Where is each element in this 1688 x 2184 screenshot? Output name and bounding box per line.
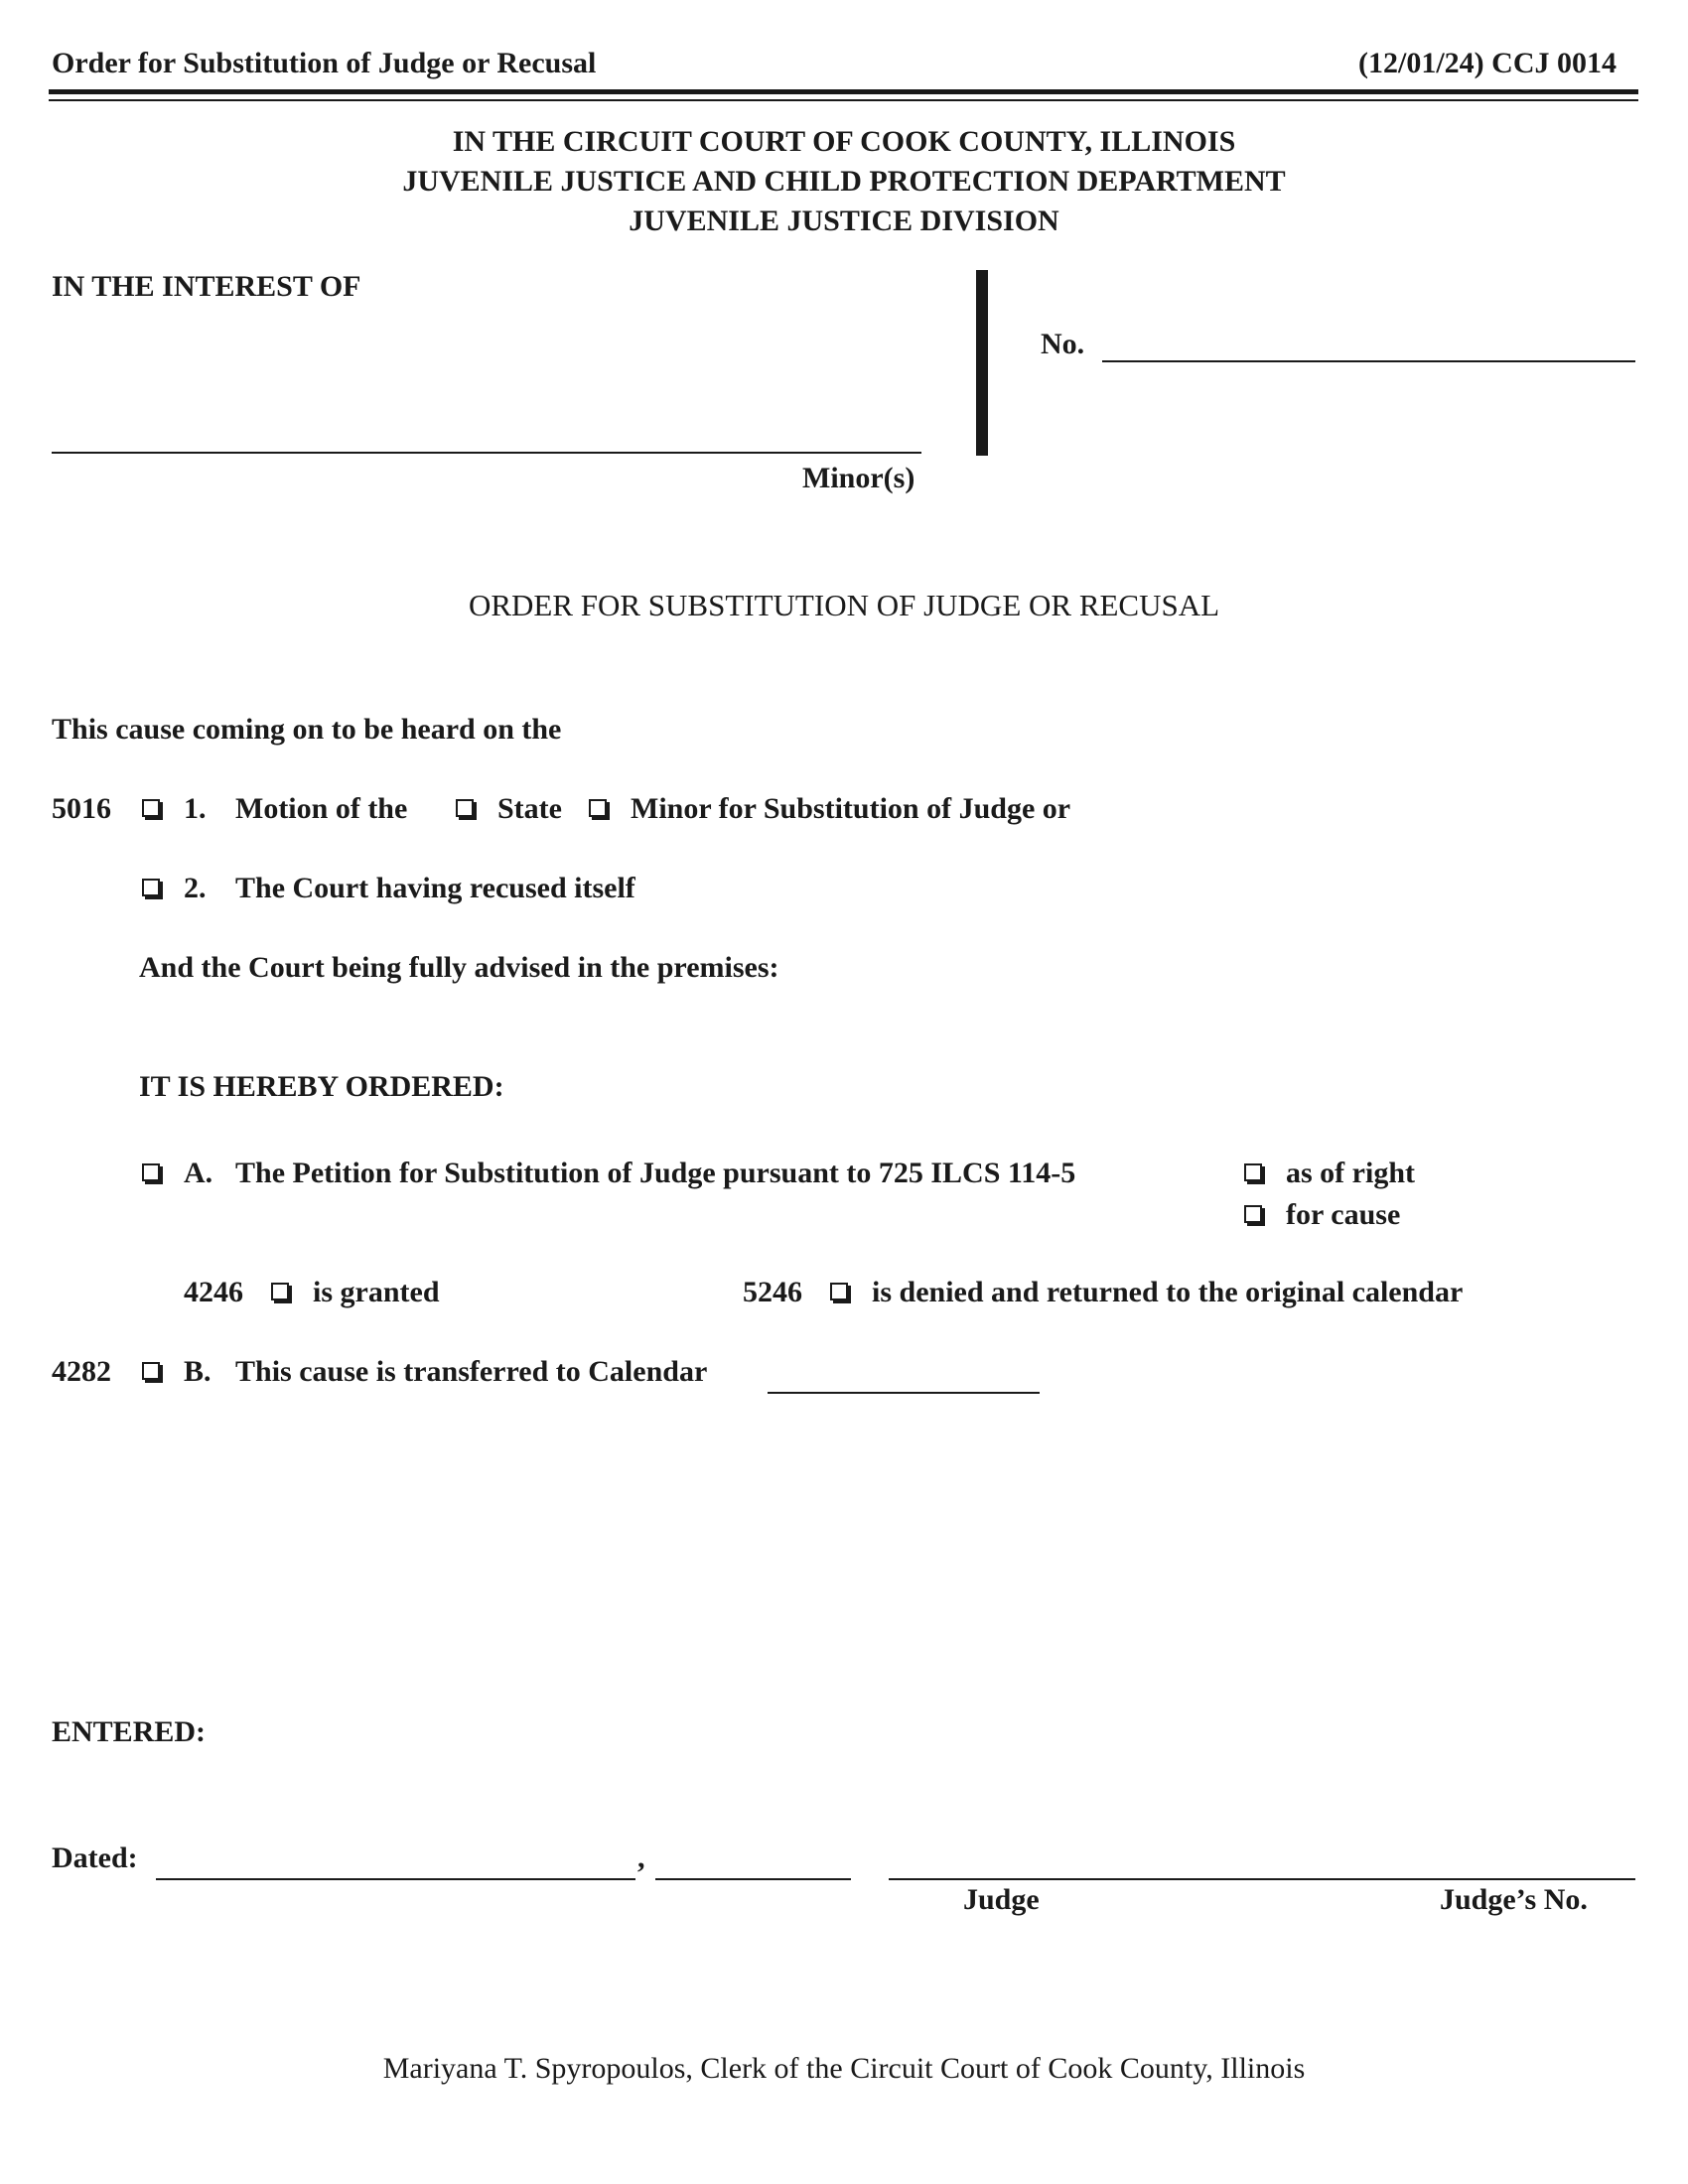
minor-label: Minor(s) [802,462,915,494]
item2-checkbox[interactable] [142,879,160,896]
intro-text: This cause coming on to be heard on the [52,713,562,746]
item1-checkbox[interactable] [142,799,160,817]
minor-name-field[interactable] [52,397,921,454]
dated-label: Dated: [52,1842,138,1874]
entered-label: ENTERED: [52,1715,207,1748]
judge-signature-field[interactable] [889,1837,1635,1880]
denied-code: 5246 [743,1276,802,1308]
advised-text: And the Court being fully advised in the premises: [139,951,779,984]
state-label: State [497,792,562,825]
header-rule-thick [49,89,1638,94]
itemB-letter: B. [184,1355,211,1388]
for-cause-checkbox[interactable] [1244,1205,1262,1223]
judge-label: Judge [963,1883,1040,1916]
form-code: (12/01/24) CCJ 0014 [1358,47,1617,79]
granted-text: is granted [313,1276,440,1308]
header-rule-thin [49,99,1638,101]
court-department: JUVENILE JUSTICE AND CHILD PROTECTION DEPARTMENT [402,165,1286,198]
form-title: Order for Substitution of Judge or Recusal [52,47,597,79]
minor-substitution-text: Minor for Substitution of Judge or [631,792,1071,825]
minor-checkbox[interactable] [589,799,607,817]
date-field[interactable] [156,1837,635,1880]
as-of-right-checkbox[interactable] [1244,1163,1262,1181]
for-cause-label: for cause [1286,1198,1401,1231]
itemB-code: 4282 [52,1355,111,1388]
itemB-text: This cause is transferred to Calendar [235,1355,708,1388]
date-comma: , [637,1842,645,1874]
clerk-footer: Mariyana T. Spyropoulos, Clerk of the Circuit Court of Cook County, Illinois [382,2052,1306,2085]
judge-number-label: Judge’s No. [1440,1883,1588,1916]
case-number-label: No. [1041,328,1085,360]
granted-code: 4246 [184,1276,243,1308]
calendar-field[interactable] [768,1350,1040,1394]
year-field[interactable] [655,1837,851,1880]
itemA-letter: A. [184,1157,213,1189]
as-of-right-label: as of right [1286,1157,1415,1189]
order-title: ORDER FOR SUBSTITUTION OF JUDGE OR RECUSAL [468,588,1220,622]
itemA-checkbox[interactable] [142,1163,160,1181]
item1-number: 1. [184,792,207,825]
item1-code: 5016 [52,792,111,825]
court-name: IN THE CIRCUIT COURT OF COOK COUNTY, ILLINOIS [452,125,1236,158]
case-number-field[interactable] [1102,318,1635,362]
item2-text: The Court having recused itself [235,872,635,904]
item1-text: Motion of the [235,792,408,825]
ordered-text: IT IS HEREBY ORDERED: [139,1070,504,1103]
itemA-text: The Petition for Substitution of Judge pursuant to 725 ILCS 114-5 [235,1157,1076,1189]
interest-of-label: IN THE INTEREST OF [52,270,361,303]
itemB-checkbox[interactable] [142,1362,160,1380]
item2-number: 2. [184,872,207,904]
denied-text: is denied and returned to the original calendar [872,1276,1464,1308]
state-checkbox[interactable] [456,799,474,817]
court-division: JUVENILE JUSTICE DIVISION [629,205,1059,237]
granted-checkbox[interactable] [271,1283,289,1300]
denied-checkbox[interactable] [830,1283,848,1300]
caption-divider [976,270,988,456]
